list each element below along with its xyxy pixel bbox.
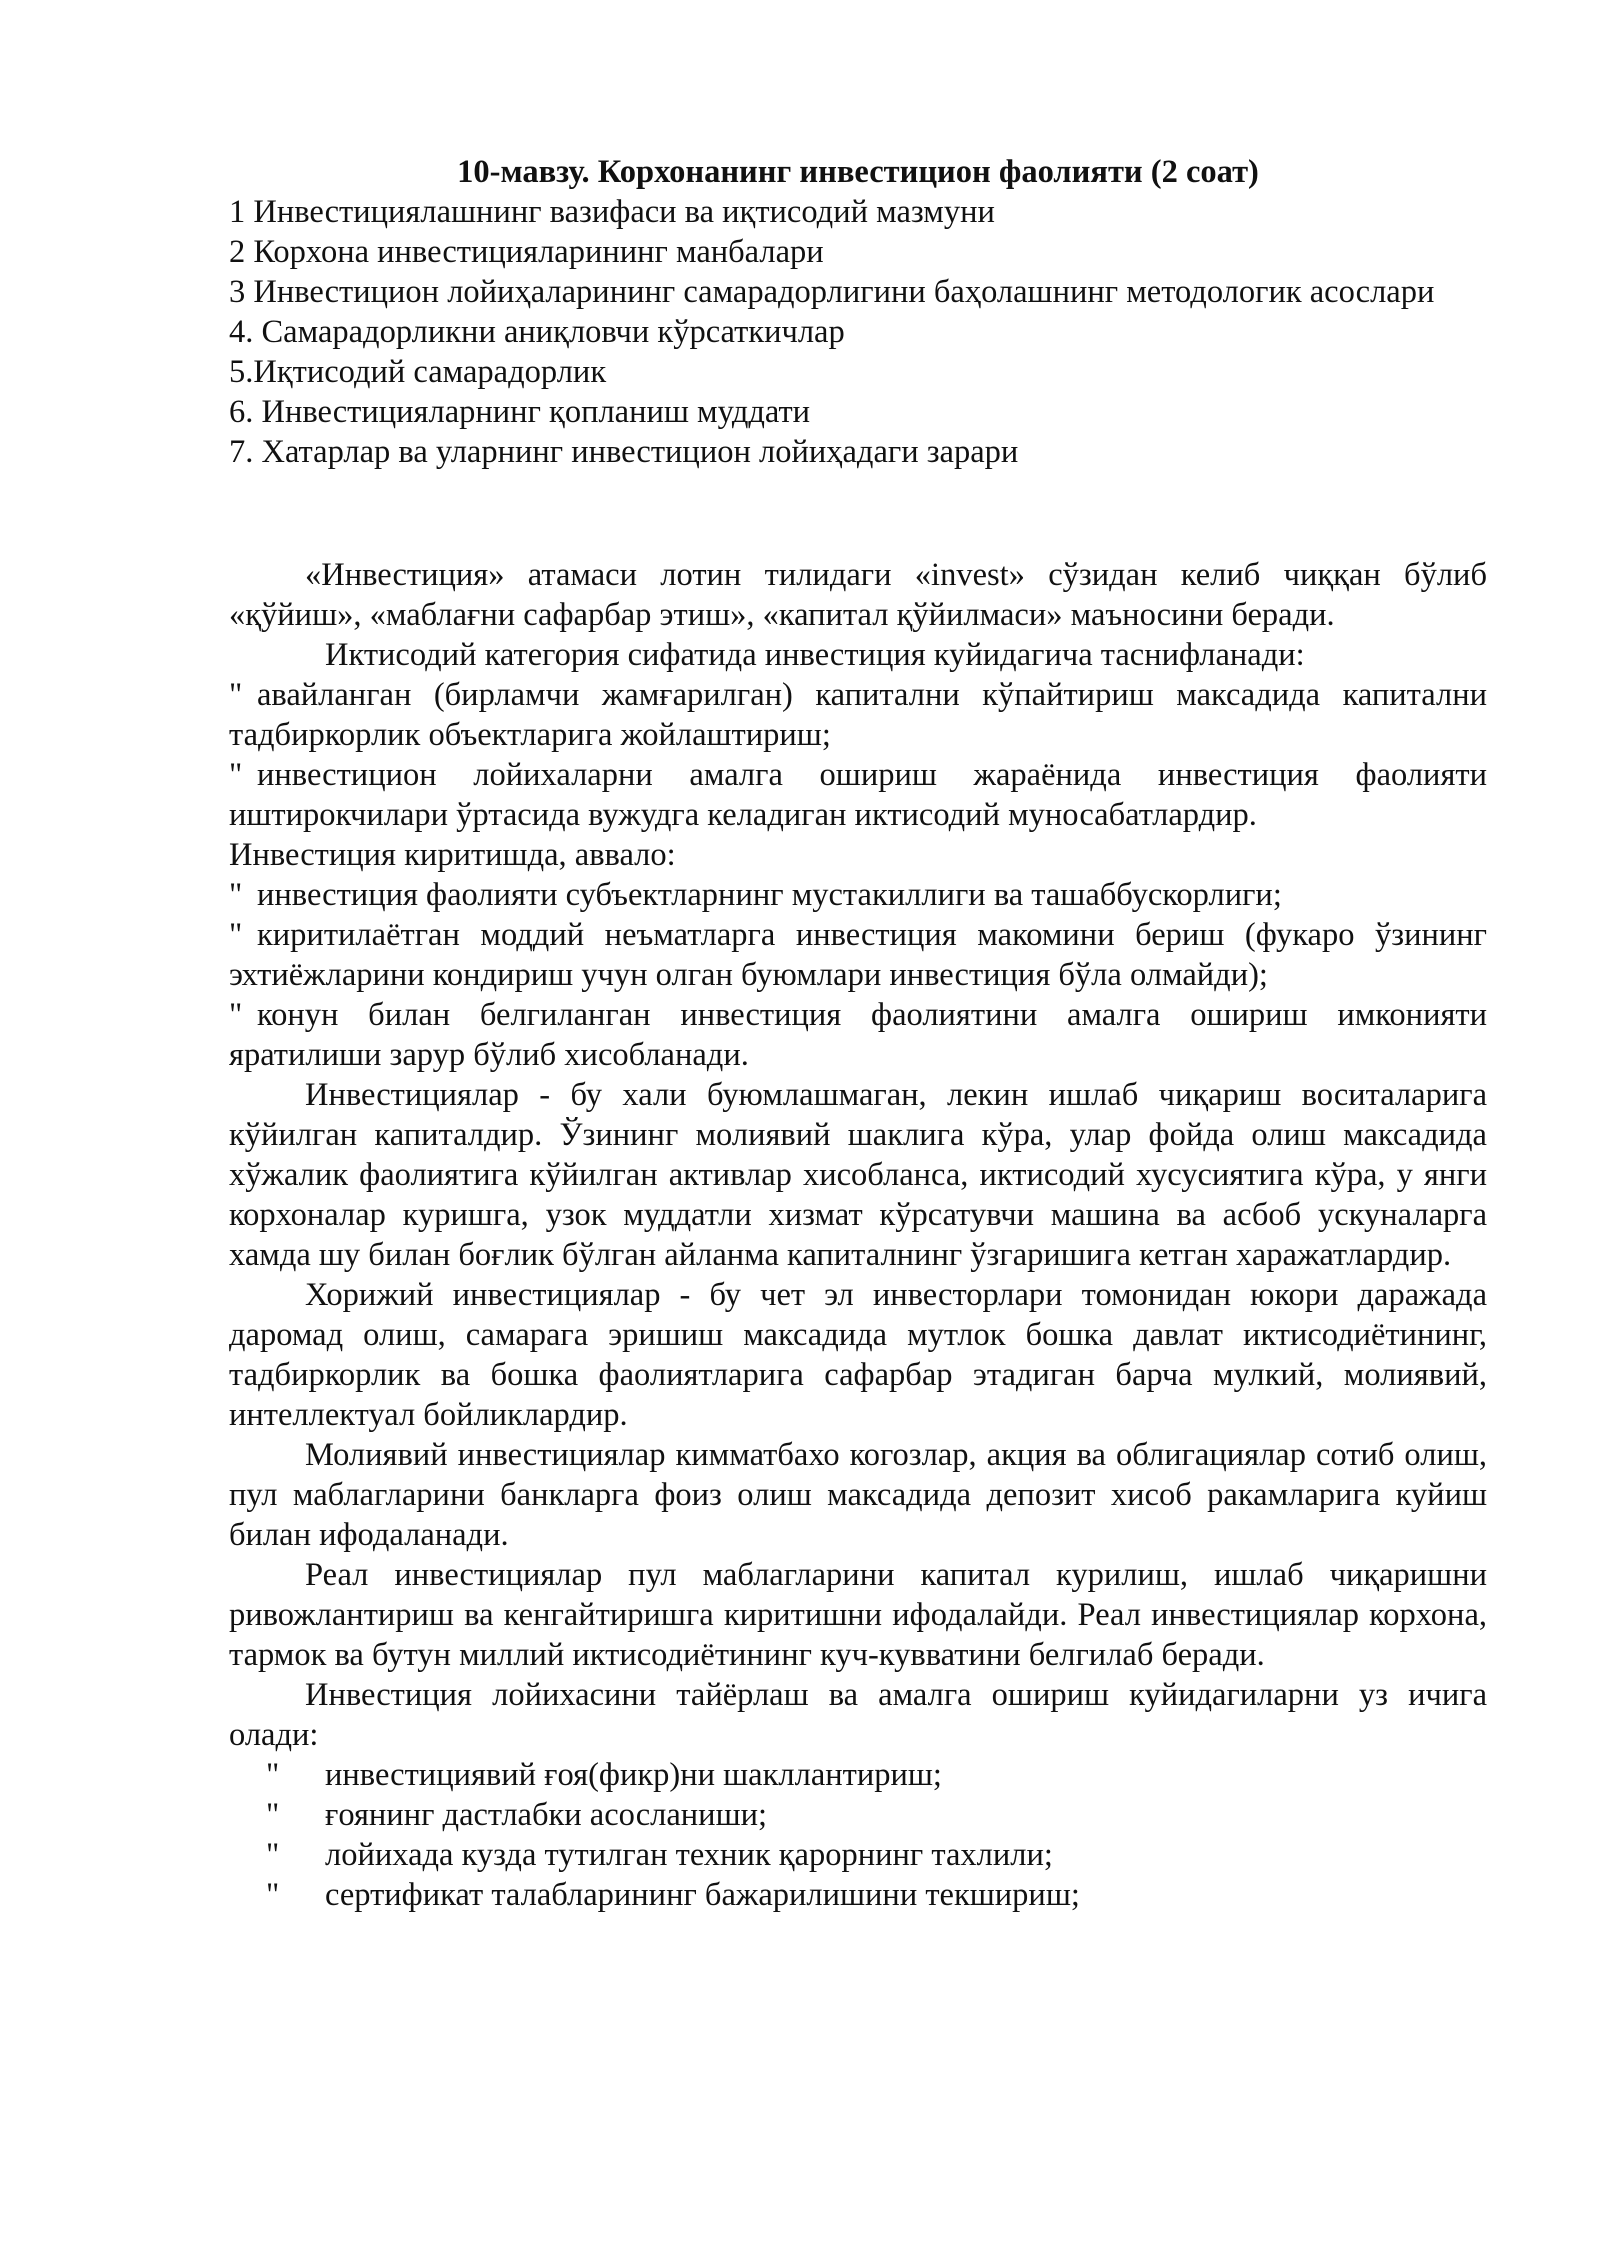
list-item <box>229 1755 1487 1795</box>
section-spacer <box>229 472 1487 555</box>
body-paragraph: Инвестициялар - бу хали буюмлашмаган, лекин ишлаб чиқариш воситаларига кўйилган капиталдир. Ўзининг молиявий шаклига кўра, улар фойда олиш максадида хўжалик фаолиятига кўйилган активлар хисобланса, иктисодий хусусиятига кўра, у янги корхоналар куришга, узок муддатли хизмат кўрсатувчи машина ва асбоб ускуналарга хамда шу билан боғлик бўлган айланма капиталнинг ўзгаришига кетган харажатлардир. <box>229 1077 1487 1273</box>
outline-item: 5.Иқтисодий самарадорлик <box>229 354 607 390</box>
topic-outline <box>229 192 1487 472</box>
quoted-item-text: инвестицион лойихаларни амалга ошириш жараёнида инвестиция фаолияти иштирокчилари ўртасида вужудга келадиган иктисодий муносабатлардир. <box>229 757 1487 833</box>
quote-mark: " <box>229 877 243 913</box>
body-paragraph: Реал инвестициялар пул маблагларини капитал курилиш, ишлаб чиқаришни ривожлантириш ва кенгайтиришга киритишни ифодалайди. Реал инвестициялар корхона, тармок ва бутун миллий иктисодиётининг куч-кувватини белгилаб беради. <box>229 1557 1487 1673</box>
quoted-item <box>229 995 1487 1075</box>
body-paragraph: Молиявий инвестициялар кимматбахо когозлар, акция ва облигациялар сотиб олиш, пул маблагларини банкларга фоиз олиш максадида депозит хисоб ракамларига куйиш билан ифодаланади. <box>229 1437 1487 1553</box>
quoted-item-text: киритилаётган моддий неъматларга инвестиция макомини бериш (фукаро ўзининг эхтиёжларини кондириш учун олган буюмлари инвестиция бўла олмайди); <box>229 917 1487 993</box>
quoted-item <box>229 875 1487 915</box>
page-content <box>229 152 1487 1915</box>
list-item-text: инвестициявий ғоя(фикр)ни шакллантириш; <box>325 1757 942 1793</box>
quote-mark: " <box>229 997 243 1033</box>
list-item-text: сертификат талабларининг бажарилишини текшириш; <box>325 1877 1080 1913</box>
document-title: 10-мавзу. Корхонанинг инвестицион фаолияти (2 соат) <box>457 154 1259 190</box>
quote-mark: " <box>266 1837 280 1873</box>
quote-mark: " <box>229 677 243 713</box>
list-item <box>229 1835 1487 1875</box>
quote-mark: " <box>229 757 243 793</box>
quote-mark: " <box>229 917 243 953</box>
quoted-item-text: авайланган (бирламчи жамғарилган) капитални кўпайтириш максадида капитални тадбиркорлик объектларига жойлаштириш; <box>229 677 1487 753</box>
quoted-item-text: инвестиция фаолияти субъектларнинг мустакиллиги ва ташаббускорлиги; <box>257 877 1282 913</box>
quote-mark: " <box>266 1757 280 1793</box>
list-item-text: лойихада кузда тутилган техник қарорнинг тахлили; <box>325 1837 1053 1873</box>
quoted-item-text: конун билан белгиланган инвестиция фаолиятини амалга ошириш имконияти яратилиши зарур бўлиб хисобланади. <box>229 997 1487 1073</box>
outline-item: 2 Корхона инвестицияларининг манбалари <box>229 234 824 270</box>
list-item <box>229 1875 1487 1915</box>
quote-mark: " <box>266 1877 280 1913</box>
outline-item: 7. Хатарлар ва уларнинг инвестицион лойиҳадаги зарари <box>229 434 1019 470</box>
body-paragraph: Инвестиция лойихасини тайёрлаш ва амалга ошириш куйидагиларни уз ичига олади: <box>229 1677 1487 1753</box>
body-paragraph: «Инвестиция» атамаси лотин тилидаги «invest» сўзидан келиб чиққан бўлиб «қўйиш», «маблағни сафарбар этиш», «капитал қўйилмаси» маъносини беради. <box>229 557 1487 633</box>
body-paragraph: Инвестиция киритишда, аввало: <box>229 837 676 873</box>
quoted-item <box>229 755 1487 835</box>
body-paragraph: Хорижий инвестициялар - бу чет эл инвесторлари томонидан юкори даражада даромад олиш, самарага эришиш максадида мутлок бошка давлат иктисодиётининг, тадбиркорлик ва бошка фаолиятларига сафарбар этадиган барча мулкий, молиявий, интеллектуал бойликлардир. <box>229 1277 1487 1433</box>
outline-item: 1 Инвестициялашнинг вазифаси ва иқтисодий мазмуни <box>229 194 995 230</box>
outline-item: 3 Инвестицион лойиҳаларининг самарадорлигини баҳолашнинг методологик асослари <box>229 274 1435 310</box>
body-paragraph: Иктисодий категория сифатида инвестиция куйидагича таснифланади: <box>325 637 1305 673</box>
list-item-text: ғоянинг дастлабки асосланиши; <box>325 1797 768 1833</box>
quote-mark: " <box>266 1797 280 1833</box>
outline-item: 6. Инвестицияларнинг қопланиш муддати <box>229 394 811 430</box>
quoted-item <box>229 675 1487 755</box>
quoted-item <box>229 915 1487 995</box>
steps-list <box>229 1755 1487 1915</box>
list-item <box>229 1795 1487 1835</box>
outline-item: 4. Самарадорликни аниқловчи кўрсаткичлар <box>229 314 845 350</box>
